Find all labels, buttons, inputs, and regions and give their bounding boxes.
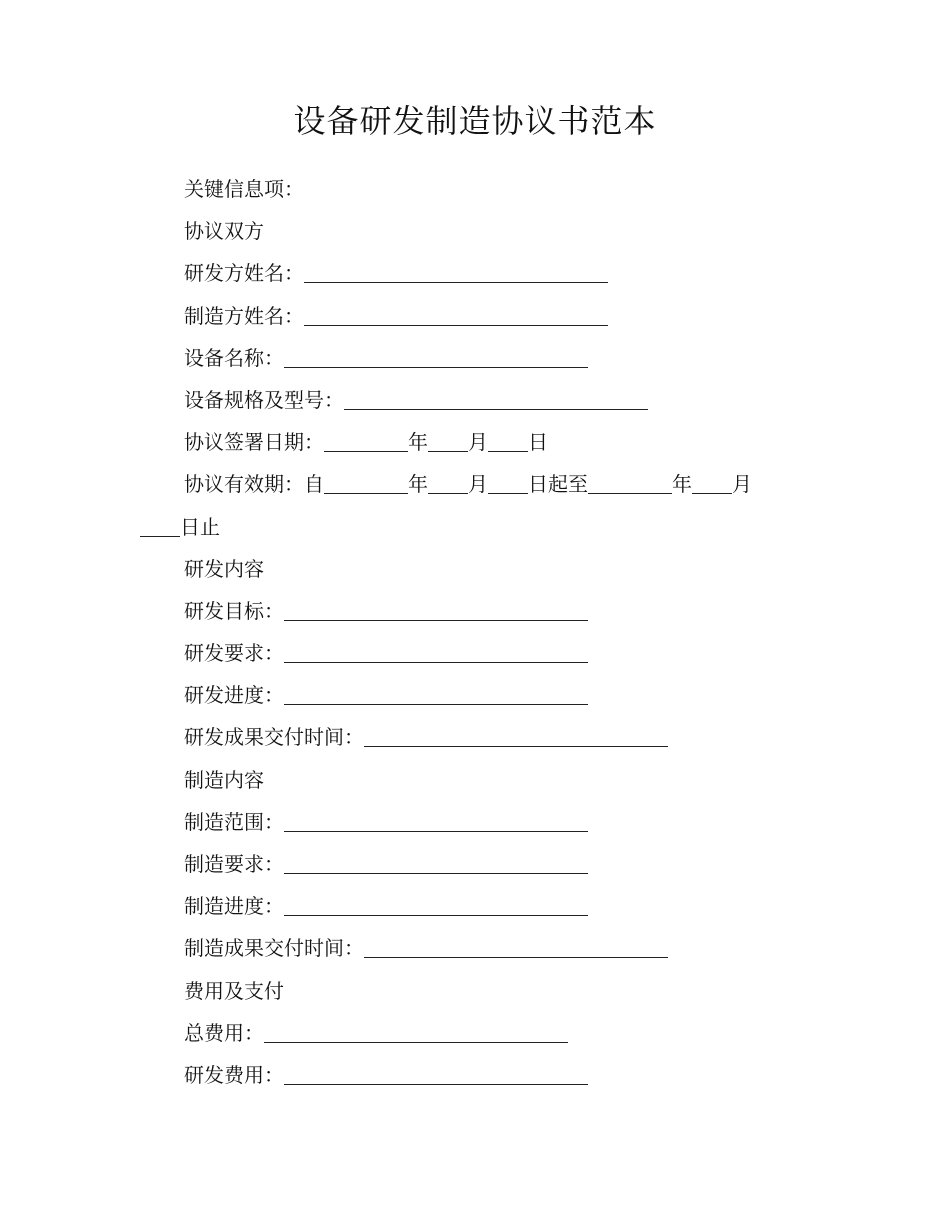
validity-from-day-blank[interactable] xyxy=(488,467,528,494)
rd-goal-blank[interactable] xyxy=(284,594,588,621)
sign-date-label: 协议签署日期： xyxy=(184,430,324,455)
rd-goal-line xyxy=(140,590,820,632)
rd-requirements-blank[interactable] xyxy=(284,636,588,663)
mfg-scope-label: 制造范围： xyxy=(184,809,284,834)
validity-from-month-unit: 月 xyxy=(468,472,488,497)
mfg-delivery-label: 制造成果交付时间： xyxy=(184,936,364,961)
mfg-requirements-blank[interactable] xyxy=(284,847,588,874)
rd-fee-label: 研发费用： xyxy=(184,1062,284,1087)
rd-requirements-line xyxy=(140,632,820,674)
device-spec-line xyxy=(140,379,820,421)
mfg-progress-label: 制造进度： xyxy=(184,894,284,919)
mfg-delivery-line xyxy=(140,927,820,969)
device-spec-blank[interactable] xyxy=(344,383,648,410)
validity-from-month-blank[interactable] xyxy=(428,467,468,494)
rd-party-name-label: 研发方姓名： xyxy=(184,261,304,286)
sign-month-blank[interactable] xyxy=(428,425,468,452)
section-fees xyxy=(140,970,820,1012)
sign-year-blank[interactable] xyxy=(324,425,408,452)
device-spec-label: 设备规格及型号： xyxy=(184,387,344,412)
mfg-requirements-label: 制造要求： xyxy=(184,852,284,876)
mfg-delivery-blank[interactable] xyxy=(364,931,668,958)
validity-from-year-unit: 年 xyxy=(408,472,428,497)
validity-line xyxy=(140,463,820,505)
rd-party-name-line xyxy=(140,252,820,294)
validity-to-end-text: 日止 xyxy=(180,514,220,539)
rd-progress-blank[interactable] xyxy=(284,678,588,705)
device-name-line xyxy=(140,337,820,379)
rd-requirements-label: 研发要求： xyxy=(184,641,284,666)
section-parties-label: 协议双方 xyxy=(184,219,264,244)
device-name-blank[interactable] xyxy=(284,341,588,368)
rd-delivery-line xyxy=(140,716,820,758)
section-fees-label: 费用及支付 xyxy=(184,978,284,1003)
sign-day-unit: 日 xyxy=(528,430,548,455)
rd-delivery-blank[interactable] xyxy=(364,720,668,747)
rd-progress-label: 研发进度： xyxy=(184,683,284,708)
mfg-progress-line xyxy=(140,885,820,927)
mfg-progress-blank[interactable] xyxy=(284,889,588,916)
rd-fee-blank[interactable] xyxy=(284,1058,588,1085)
rd-fee-line xyxy=(140,1054,820,1096)
key-info-heading xyxy=(140,168,820,210)
total-fee-line xyxy=(140,1012,820,1054)
mfg-scope-line xyxy=(140,801,820,843)
rd-party-name-blank[interactable] xyxy=(304,256,608,283)
rd-goal-label: 研发目标： xyxy=(184,598,284,623)
sign-month-unit: 月 xyxy=(468,430,488,455)
section-mfg-content-label: 制造内容 xyxy=(184,767,264,792)
mfg-party-name-label: 制造方姓名： xyxy=(184,303,304,328)
mfg-party-name-blank[interactable] xyxy=(304,299,608,326)
validity-line-continued xyxy=(140,506,820,548)
mfg-party-name-line xyxy=(140,295,820,337)
device-name-label: 设备名称： xyxy=(184,345,284,370)
validity-to-year-unit: 年 xyxy=(672,472,692,497)
rd-delivery-label: 研发成果交付时间： xyxy=(184,725,364,750)
document-title: 设备研发制造协议书范本 xyxy=(293,102,657,140)
validity-to-day-blank[interactable] xyxy=(140,510,180,537)
validity-to-month-blank[interactable] xyxy=(692,467,732,494)
mfg-scope-blank[interactable] xyxy=(284,805,588,832)
sign-day-blank[interactable] xyxy=(488,425,528,452)
key-info-label: 关键信息项： xyxy=(184,177,304,201)
section-mfg-content xyxy=(140,759,820,801)
validity-from-end-text: 日起至 xyxy=(528,472,588,497)
validity-label: 协议有效期：自 xyxy=(184,472,324,497)
validity-from-year-blank[interactable] xyxy=(324,467,408,494)
section-rd-content xyxy=(140,548,820,590)
total-fee-blank[interactable] xyxy=(264,1016,568,1043)
total-fee-label: 总费用： xyxy=(184,1020,264,1045)
validity-to-month-unit: 月 xyxy=(732,472,752,497)
sign-year-unit: 年 xyxy=(408,430,428,455)
section-rd-content-label: 研发内容 xyxy=(184,556,264,581)
rd-progress-line xyxy=(140,674,820,716)
mfg-requirements-line xyxy=(140,843,820,885)
section-parties xyxy=(140,210,820,252)
validity-to-year-blank[interactable] xyxy=(588,467,672,494)
sign-date-line xyxy=(140,421,820,463)
document-body xyxy=(140,168,820,1096)
